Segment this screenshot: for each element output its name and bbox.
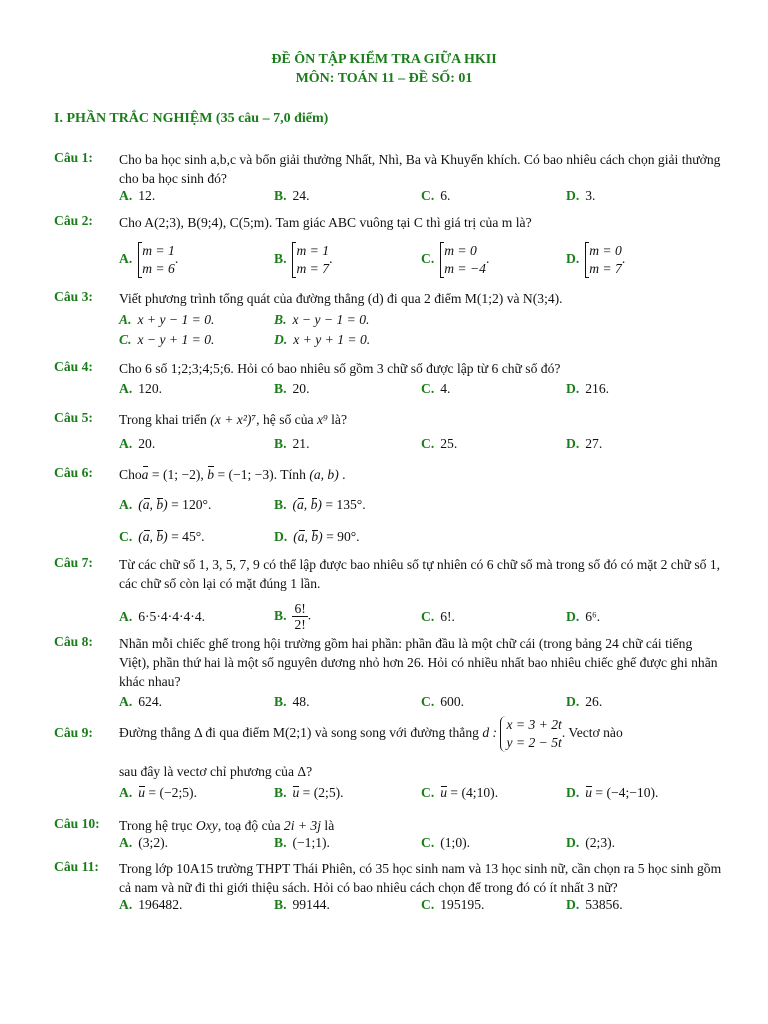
- option-c[interactable]: C. 6.: [421, 188, 451, 203]
- option-c[interactable]: C. 195195.: [421, 897, 485, 912]
- option-d[interactable]: D. 53856.: [566, 897, 623, 912]
- question-label: Câu 1:: [54, 150, 93, 165]
- question-5: [54, 410, 724, 456]
- option-c[interactable]: C. (a, b) = 45°.: [119, 529, 205, 544]
- option-b[interactable]: B. 48.: [274, 694, 310, 709]
- question-text: Trong lớp 10A15 trường THPT Thái Phiên, có 35 học sinh nam và 13 học sinh nữ, cần chọn ra 5 học sinh gồm cả nam và nữ đi thi giới thiệu sách. Hỏi có bao nhiêu cách chọn để trong đó có ít nhất 3 nữ?: [119, 861, 722, 895]
- question-label: Câu 4:: [54, 359, 93, 374]
- question-11: [54, 859, 724, 917]
- question-label: Câu 3:: [54, 289, 93, 304]
- question-text: Choa = (1; −2), b = (−1; −3). Tính (a, b) .: [119, 467, 346, 482]
- option-a[interactable]: A. 120.: [119, 381, 163, 396]
- question-text: Cho ba học sinh a,b,c và bốn giải thưởng Nhất, Nhì, Ba và Khuyến khích. Có bao nhiêu cách chọn giải thưởng cho ba học sinh đó?: [119, 152, 721, 186]
- exam-subtitle: MÔN: TOÁN 11 – ĐỀ SỐ: 01: [295, 71, 473, 86]
- question-text-line2: sau đây là vectơ chỉ phương của Δ?: [119, 764, 313, 779]
- option-d[interactable]: D. (2;3).: [566, 835, 616, 850]
- question-7: [54, 555, 724, 631]
- option-a[interactable]: A. 6·5·4·4·4·4.: [119, 609, 206, 624]
- section-title: I. PHẦN TRẮC NGHIỆM (35 câu – 7,0 điểm): [54, 111, 329, 126]
- option-c[interactable]: C. 25.: [421, 436, 458, 451]
- question-6: [54, 465, 724, 549]
- question-3: [54, 289, 724, 352]
- question-label: Câu 11:: [54, 859, 99, 874]
- question-label: Câu 7:: [54, 555, 93, 570]
- option-b[interactable]: B. $\frac{6!}{2!}$ .: [274, 601, 312, 632]
- option-d[interactable]: D.m = 0 m = 7.: [566, 243, 626, 276]
- option-a[interactable]: A. 196482.: [119, 897, 183, 912]
- option-d[interactable]: D. 3.: [566, 188, 596, 203]
- option-c[interactable]: C. 6!.: [421, 609, 455, 624]
- option-b[interactable]: B. (−1;1).: [274, 835, 330, 850]
- option-d[interactable]: D. (a, b) = 90°.: [274, 529, 360, 544]
- option-b[interactable]: B. 99144.: [274, 897, 330, 912]
- option-a[interactable]: A. 624.: [119, 694, 163, 709]
- option-c[interactable]: C. 4.: [421, 381, 451, 396]
- option-d[interactable]: D. 27.: [566, 436, 603, 451]
- question-1: [54, 150, 724, 208]
- option-a[interactable]: A. 12.: [119, 188, 156, 203]
- question-2: [54, 213, 724, 284]
- question-text: Viết phương trình tổng quát của đường thẳng (d) đi qua 2 điểm M(1;2) và N(3;4).: [119, 291, 563, 306]
- option-b[interactable]: B.m = 1 m = 7.: [274, 243, 333, 276]
- question-label: Câu 8:: [54, 634, 93, 649]
- option-a[interactable]: A. u = (−2;5).: [119, 785, 197, 800]
- question-8: [54, 634, 724, 714]
- option-b[interactable]: B. x − y − 1 = 0.: [274, 312, 370, 327]
- option-b[interactable]: B. 20.: [274, 381, 310, 396]
- option-c[interactable]: C. u = (4;10).: [421, 785, 499, 800]
- exam-title: ĐỀ ÔN TẬP KIỂM TRA GIỮA HKII: [271, 52, 497, 67]
- option-d[interactable]: D. 216.: [566, 381, 610, 396]
- question-text: Nhãn mỗi chiếc ghế trong hội trường gồm hai phần: phần đầu là một chữ cái (trong bảng 24 chữ cái tiếng Việt), phần thứ hai là một số nguyên dương nhỏ hơn 26. Hỏi có nhiều nhất bao nhiêu chiếc ghế được ghi nhãn khác nhau?: [119, 636, 718, 689]
- question-text: Trong khai triển (x + x²)⁷, hệ số của x⁹ là?: [119, 412, 347, 427]
- question-label: Câu 2:: [54, 213, 93, 228]
- option-a[interactable]: A.m = 1 m = 6.: [119, 243, 179, 276]
- question-label: Câu 6:: [54, 465, 93, 480]
- option-c[interactable]: C. x − y + 1 = 0.: [119, 332, 215, 347]
- question-text: Đường thẳng Δ đi qua điểm M(2;1) và song song với đường thẳng d : x = 3 + 2t y = 2 − 5t. Vectơ nào: [119, 717, 623, 750]
- question-9: [54, 716, 724, 805]
- option-c[interactable]: C. (1;0).: [421, 835, 471, 850]
- question-text: Trong hệ trục Oxy, toạ độ của 2i + 3j là: [119, 818, 335, 833]
- question-text: Từ các chữ số 1, 3, 5, 7, 9 có thể lập được bao nhiêu số tự nhiên có 6 chữ số mà trong số đó có mặt 2 chữ số 1, các chữ số còn lại có mặt đúng 1 lần.: [119, 557, 721, 591]
- option-b[interactable]: B. 24.: [274, 188, 310, 203]
- option-c[interactable]: C.m = 0 m = −4.: [421, 243, 490, 276]
- question-text: Cho A(2;3), B(9;4), C(5;m). Tam giác ABC vuông tại C thì giá trị của m là?: [119, 215, 532, 230]
- question-label: Câu 10:: [54, 816, 100, 831]
- option-d[interactable]: D. 6⁶.: [566, 609, 601, 624]
- question-label: Câu 5:: [54, 410, 93, 425]
- question-label: Câu 9:: [54, 725, 93, 740]
- option-b[interactable]: B. 21.: [274, 436, 310, 451]
- option-d[interactable]: D. 26.: [566, 694, 603, 709]
- option-d[interactable]: D. u = (−4;−10).: [566, 785, 659, 800]
- option-b[interactable]: B. (a, b) = 135°.: [274, 497, 366, 512]
- option-d[interactable]: D. x + y + 1 = 0.: [274, 332, 371, 347]
- option-a[interactable]: A. (3;2).: [119, 835, 169, 850]
- question-10: [54, 816, 724, 855]
- option-b[interactable]: B. u = (2;5).: [274, 785, 344, 800]
- question-4: [54, 359, 724, 401]
- question-text: Cho 6 số 1;2;3;4;5;6. Hỏi có bao nhiêu số gồm 3 chữ số được lập từ 6 chữ số đó?: [119, 361, 561, 376]
- option-a[interactable]: A. 20.: [119, 436, 156, 451]
- option-c[interactable]: C. 600.: [421, 694, 465, 709]
- option-a[interactable]: A. x + y − 1 = 0.: [119, 312, 215, 327]
- option-a[interactable]: A. (a, b) = 120°.: [119, 497, 212, 512]
